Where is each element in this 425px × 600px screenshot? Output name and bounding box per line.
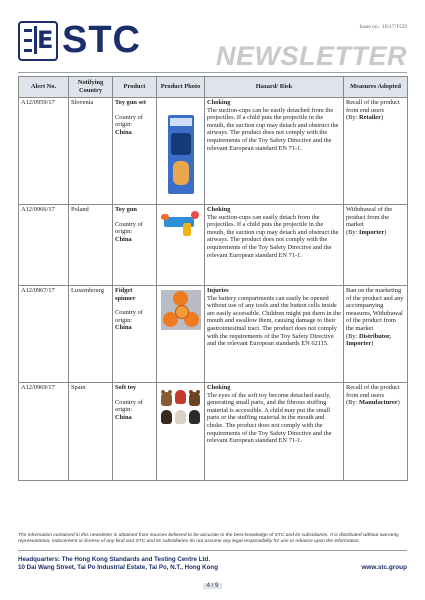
product-alert-table [18,76,408,481]
footer-divider [18,550,407,551]
newsletter-title: NEWSLETTER [216,41,407,71]
soft-toy-photo [159,390,203,430]
column-header: Measures Adopted [344,77,408,98]
hazard-cell [205,98,344,205]
table-header-row [19,77,408,98]
hazard-description: The suction-cups can be easily detached from the projectiles. If a child puts the projectile in the mouth, the suction cup may detach and obstruct the airways. The product does not comply with the requirements of the Toy Safety Directive and the relevant European standard EN 71-1. [207,106,339,152]
origin-country: China [115,128,132,136]
alert-number: A12/0969/17 [19,383,69,481]
product-photo-cell [157,286,205,383]
column-header: Hazard/ Risk [205,77,344,98]
table-row [19,383,408,481]
product-name: Fidget spinner [115,287,136,302]
column-header: Alert No. [19,77,69,98]
hazard-description: The eyes of the soft toy become detached easily, generating small parts, and the fibrous stuffing material is accessible. A child may put the small parts or the stuffing material in the mouth and choke. The product does not comply with the requirements of the Toy Safety Directive and the relevant European standard EN 71-1. [207,391,332,445]
hq-line-1: Headquarters: The Hong Kong Standards and Testing Centre Ltd. [18,556,211,563]
website-link[interactable]: www.stc.group [361,564,407,571]
origin-label: Country of origin: [115,113,143,129]
hazard-title: Choking [207,384,231,391]
issue-number: Issue no.: 16/17/TCD [359,24,407,30]
column-header: Notifying Country [69,77,113,98]
by-label: (By: [346,114,358,122]
measures-cell [344,205,408,286]
page-number-label: 4 / 9 [203,583,223,589]
product-cell [113,98,157,205]
by-label: (By: [346,228,358,236]
table-row [19,98,408,205]
measures-text: Withdrawal of the product from the market [346,206,393,229]
page-number [0,583,425,589]
notifying-country: Slovenia [69,98,113,205]
product-name: Toy gun [115,206,137,213]
measures-cell [344,286,408,383]
product-cell [113,286,157,383]
notifying-country: Poland [69,205,113,286]
column-header: Product Photo [157,77,205,98]
product-cell [113,383,157,481]
measures-text: Recall of the product from end users [346,384,400,399]
origin-label: Country of origin: [115,398,143,414]
hq-line-2: 10 Dai Wang Street, Tai Po Industrial Estate, Tai Po, N.T., Hong Kong [18,564,218,571]
logo-text: STC [62,19,141,61]
measures-text: Ban on the marketing of the product and any accompanying measures, Withdrawal of the product from the market [346,287,404,332]
origin-country: China [115,413,132,421]
headquarters-address [18,556,218,572]
hazard-title: Injuries [207,287,229,294]
origin-country: China [115,324,132,332]
alert-number: A12/0967/17 [19,286,69,383]
hazard-description: The suction-cups can easily detach from the projectiles. If a child puts the projectile in the mouth, the suction cup may detach and obstruct the airways. The product does not comply with the requirements of the Toy Safety Directive and the relevant European standard EN 71-1. [207,213,339,259]
hazard-cell [205,286,344,383]
by-label: (By: [346,332,358,340]
stc-logo-mark: E [18,21,58,61]
toy-gun-set-photo [164,115,198,194]
toy-gun-photo [161,209,201,236]
notifying-country: Spain [69,383,113,481]
alert-number: A12/0966/17 [19,205,69,286]
notifying-country: Luxembourg [69,286,113,383]
responsible-party: Distributor, Importer [346,332,391,348]
responsible-party: Retailer [358,114,381,122]
origin-country: China [115,235,132,243]
measures-cell [344,383,408,481]
product-photo-cell [157,383,205,481]
by-close: ) [397,399,400,407]
fidget-spinner-photo [161,290,201,330]
column-header: Product [113,77,157,98]
hazard-description: The battery compartments can easily be opened without use of any tools and the button cells inside are easily accessible. Children might put them in the mouth and swallow them, causing damage to their gastrointestinal tract. The product does not comply with the requirements of the Toy Safety Directive and the relevant European standards EN 62115. [207,294,341,348]
by-close: ) [380,114,384,122]
product-name: Soft toy [115,384,137,391]
hazard-title: Choking [207,99,231,106]
hazard-cell [205,205,344,286]
hazard-title: Choking [207,206,231,213]
table-row [19,286,408,383]
by-close: ) [384,228,387,236]
product-photo-cell [157,98,205,205]
measures-text: Recall of the product from end users [346,99,400,114]
header-divider [18,72,407,73]
stc-logo [18,21,188,61]
product-name: Toy gun set [115,99,147,106]
by-close: ) [371,340,374,348]
table-row [19,205,408,286]
by-label: (By: [346,399,358,407]
hazard-cell [205,383,344,481]
product-photo-cell [157,205,205,286]
origin-label: Country of origin: [115,309,143,324]
measures-cell [344,98,408,205]
responsible-party: Manufacturer [358,399,398,407]
alert-number: A12/0959/17 [19,98,69,205]
responsible-party: Importer [358,228,385,236]
product-cell [113,205,157,286]
disclaimer-text: The information contained in this newsletter is obtained from sources believed to be accurate to the best knowledge of STC and its subsidiaries. It is distributed without warranty, representation, inducement or license of any kind and STC and its subsidiaries do not assume any legal responsibility for use or reliance upon the information. [18,533,400,544]
origin-label: Country of origin: [115,220,143,236]
